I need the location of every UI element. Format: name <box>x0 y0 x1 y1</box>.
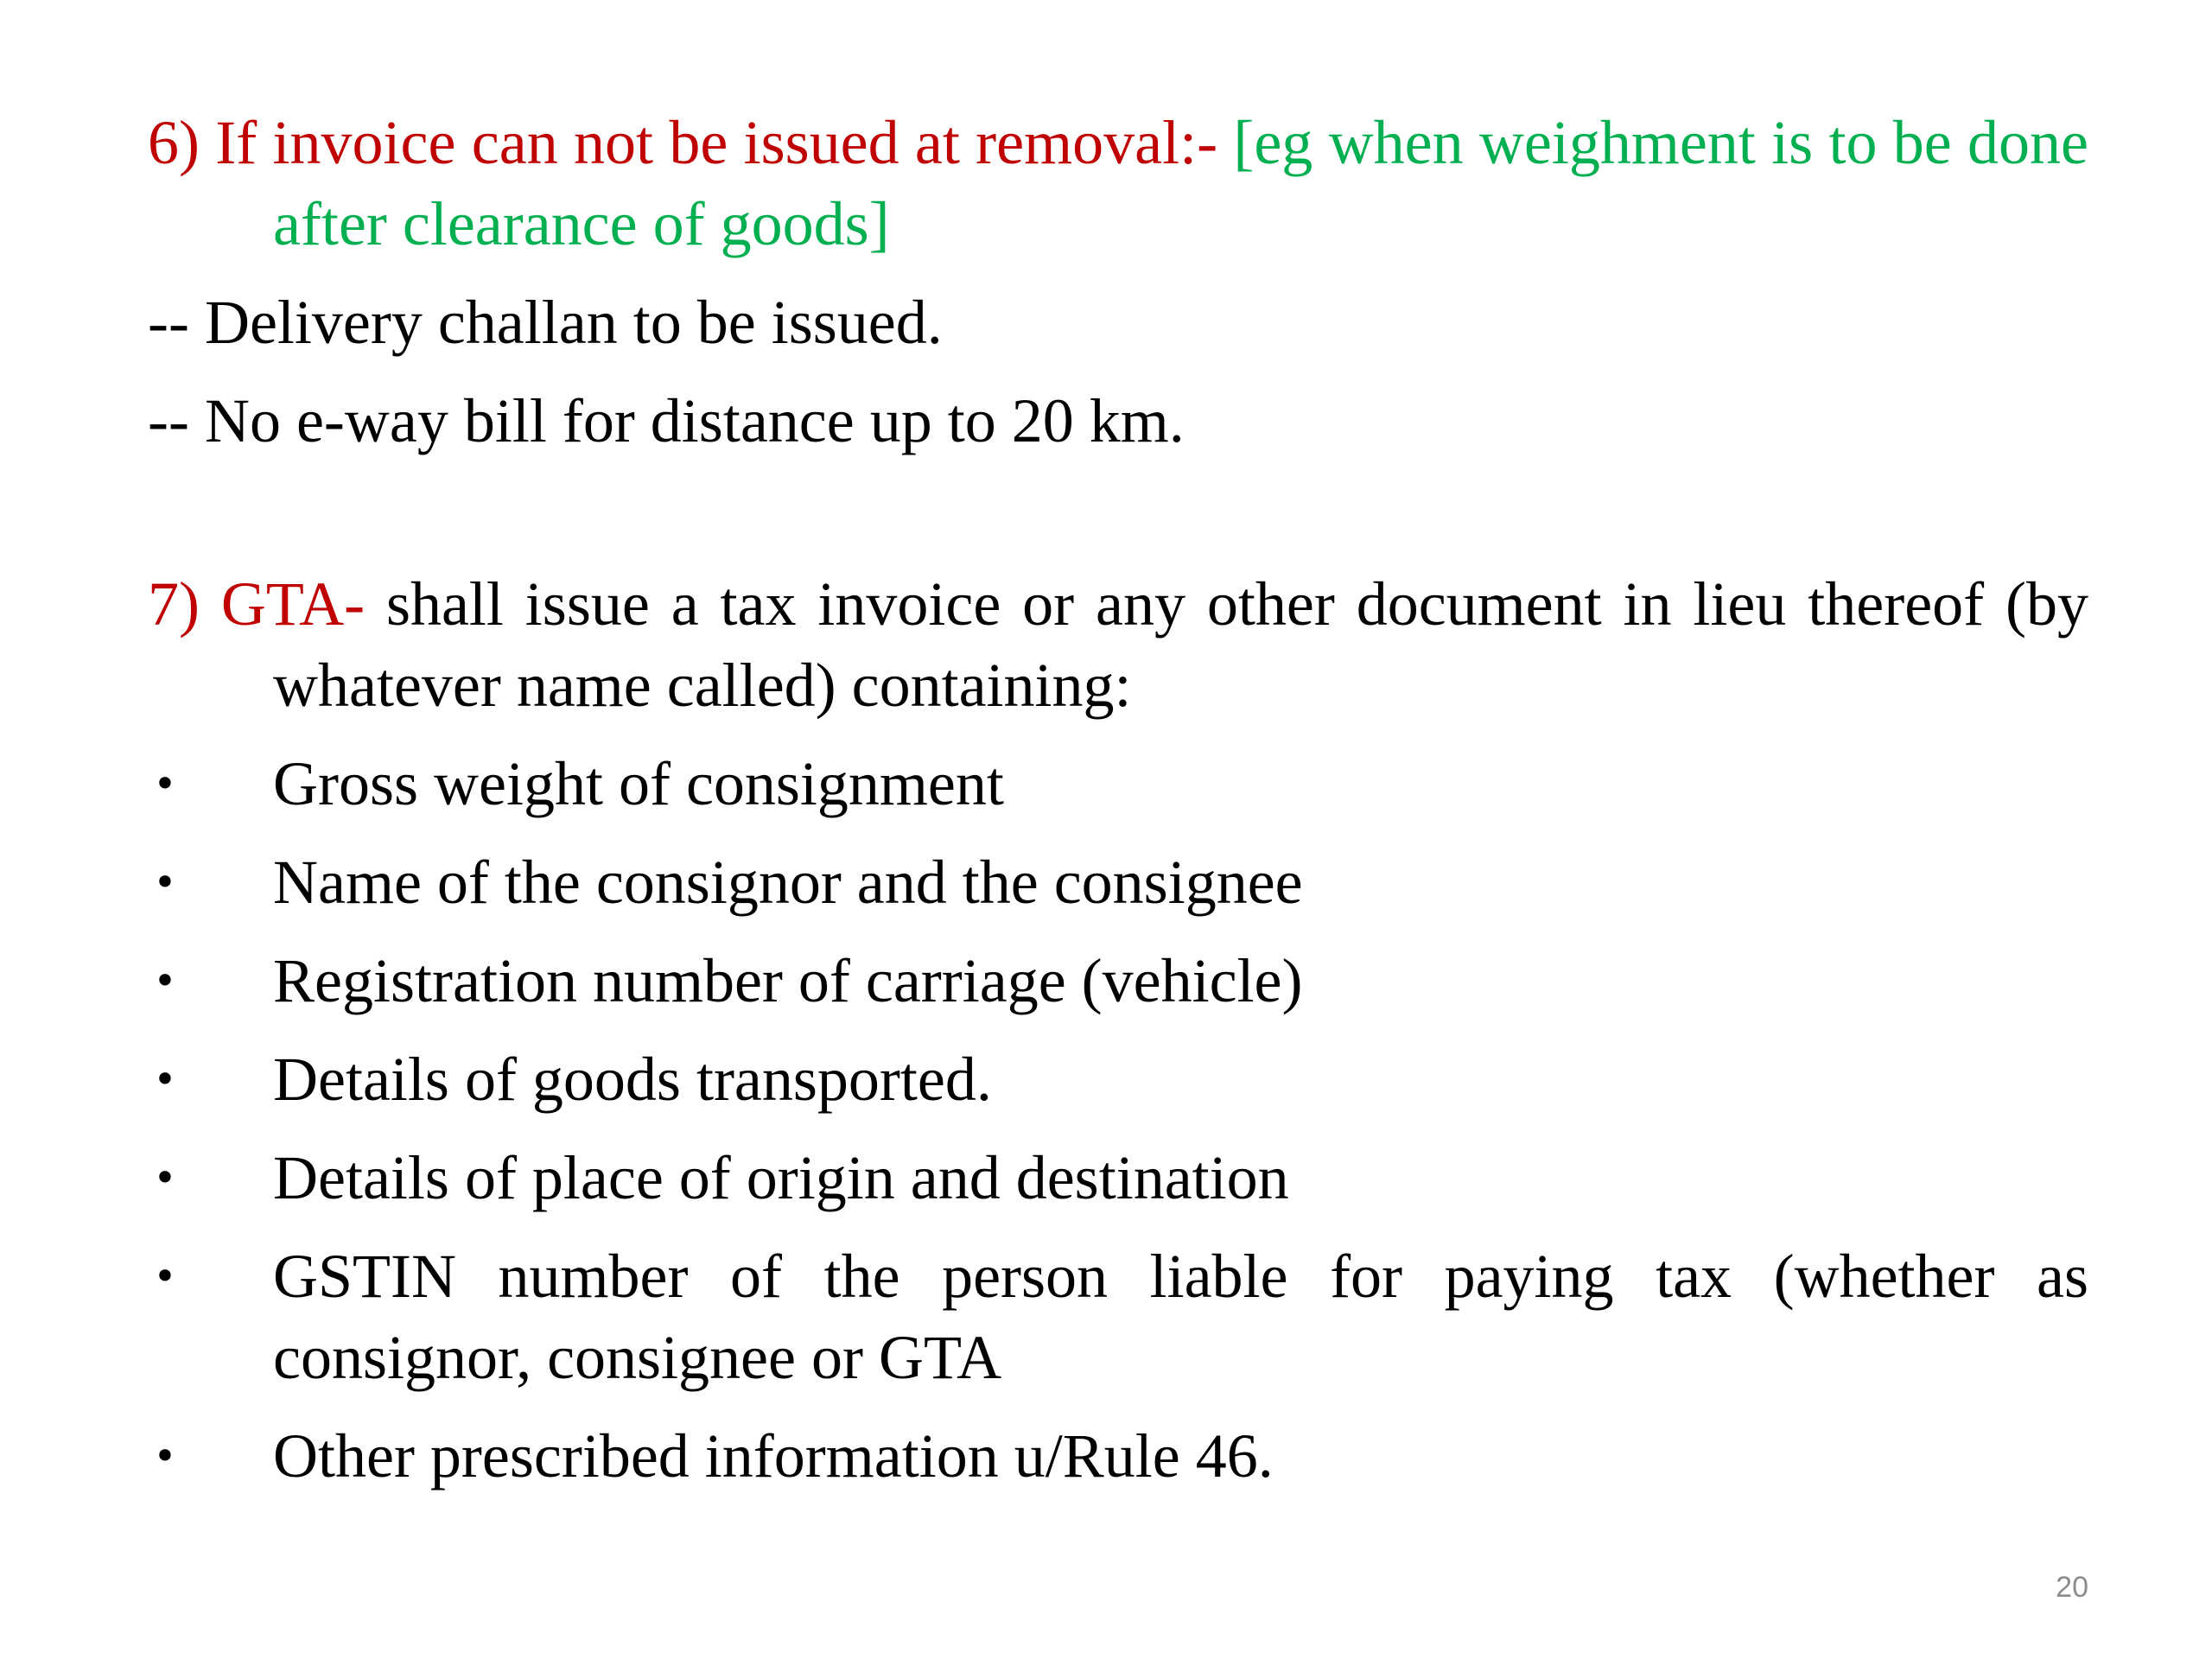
eway-bill-line: -- No e-way bill for distance up to 20 km. <box>148 386 1185 455</box>
list-item <box>148 1236 2088 1398</box>
section-6-paragraph <box>148 102 2088 264</box>
list-item <box>148 743 2088 824</box>
bullet-icon: • <box>153 1056 177 1103</box>
list-item <box>148 1039 2088 1120</box>
bullet-icon: • <box>153 1253 177 1300</box>
section-6-heading: 6) If invoice can not be issued at removal:- <box>148 108 1234 177</box>
section-7-paragraph <box>148 563 2088 726</box>
page-number: 20 <box>2056 1571 2088 1604</box>
list-item-text: Details of goods transported. <box>273 1045 992 1114</box>
list-item-text: Gross weight of consignment <box>273 749 1004 818</box>
bullet-icon: • <box>153 1154 177 1201</box>
list-item <box>148 842 2088 923</box>
delivery-challan-line: -- Delivery challan to be issued. <box>148 288 943 357</box>
list-item <box>148 940 2088 1021</box>
list-item <box>148 1415 2088 1497</box>
bullet-icon: • <box>153 1433 177 1479</box>
list-item-text: Details of place of origin and destination <box>273 1143 1289 1212</box>
section-gap <box>148 461 2088 563</box>
list-item-text: GSTIN number of the person liable for paying tax (whether as consignor, consignee or GTA <box>273 1242 2088 1392</box>
list-item <box>148 1137 2088 1218</box>
section-7-heading: 7) GTA- <box>148 569 386 639</box>
bullet-icon: • <box>153 957 177 1004</box>
section-7-intro: shall issue a tax invoice or any other document in lieu thereof (by whatever name called) containing: <box>273 569 2088 720</box>
bullet-icon: • <box>153 859 177 906</box>
list-item-text: Registration number of carriage (vehicle) <box>273 946 1303 1015</box>
section-6-note: [eg when weighment is to be done after clearance of goods] <box>273 108 2088 258</box>
gta-requirements-list <box>148 743 2088 1497</box>
slide-content <box>148 102 2088 1497</box>
list-item-text: Name of the consignor and the consignee <box>273 848 1303 917</box>
bullet-icon: • <box>153 760 177 807</box>
list-item-text: Other prescribed information u/Rule 46. <box>273 1421 1274 1491</box>
